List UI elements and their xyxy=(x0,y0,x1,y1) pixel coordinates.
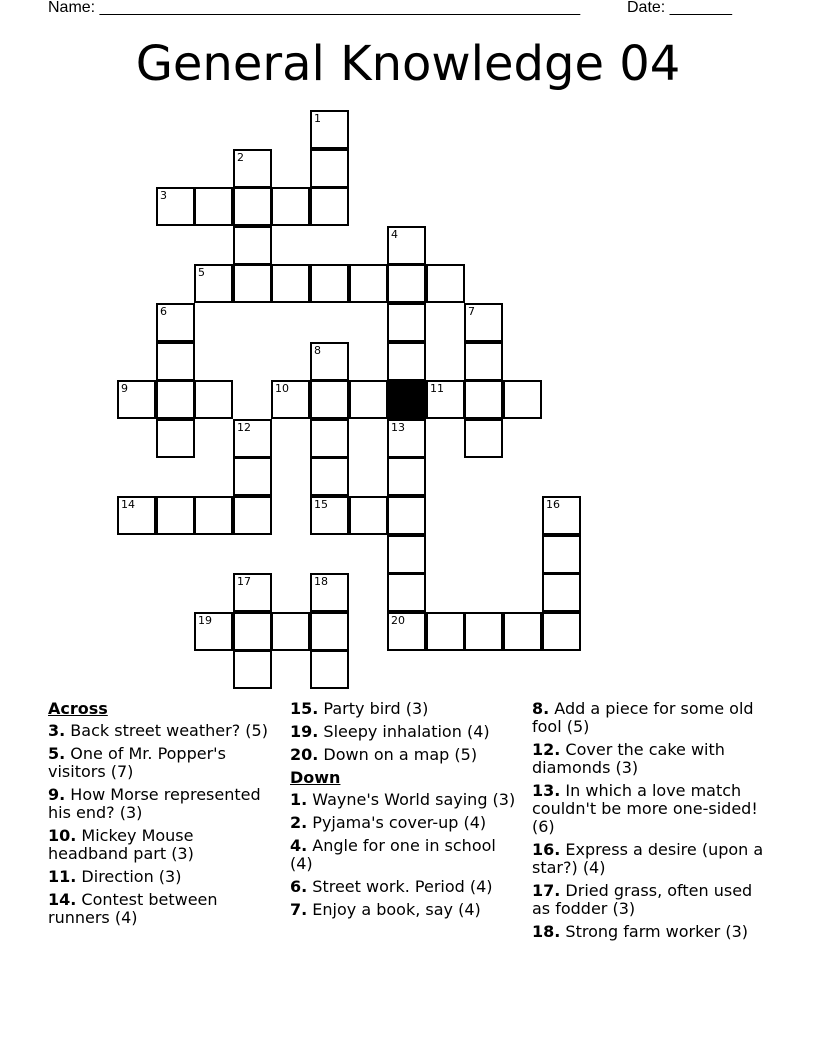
grid-cell[interactable] xyxy=(233,226,272,265)
grid-cell[interactable] xyxy=(233,264,272,303)
page-title: General Knowledge 04 xyxy=(135,36,681,92)
grid-cell[interactable] xyxy=(194,612,233,651)
grid-cell[interactable] xyxy=(233,573,272,612)
grid-cell[interactable] xyxy=(542,496,581,535)
clue-number: 19 xyxy=(198,614,212,627)
grid-cell[interactable] xyxy=(310,187,349,226)
grid-cell[interactable] xyxy=(233,650,272,689)
clue-item xyxy=(532,841,772,877)
grid-cell[interactable] xyxy=(387,264,426,303)
clue-item xyxy=(532,923,772,941)
clue-text: Down on a map (5) xyxy=(318,745,478,764)
clue-number: 12 xyxy=(237,421,251,434)
clue-number: 7 xyxy=(468,305,475,318)
clue-item xyxy=(290,700,520,718)
clue-text: Sleepy inhalation (4) xyxy=(318,722,490,741)
clue-number: 18 xyxy=(314,575,328,588)
grid-cell[interactable] xyxy=(156,187,195,226)
clue-text: Enjoy a book, say (4) xyxy=(307,900,481,919)
grid-cell[interactable] xyxy=(387,573,426,612)
clue-text: Street work. Period (4) xyxy=(307,877,493,896)
clue-number: 8 xyxy=(314,344,321,357)
clue-num: 6. xyxy=(290,877,308,896)
grid-cell[interactable] xyxy=(387,419,426,458)
clue-text: Party bird (3) xyxy=(318,699,429,718)
clue-number: 14 xyxy=(121,498,135,511)
clue-num: 18. xyxy=(532,922,561,941)
clue-num: 15. xyxy=(290,699,319,718)
clue-num: 10. xyxy=(48,826,77,845)
clue-item xyxy=(48,868,278,886)
grid-cell[interactable] xyxy=(271,264,310,303)
clue-num: 1. xyxy=(290,790,308,809)
clue-text: One of Mr. Popper's visitors (7) xyxy=(48,744,226,781)
clue-item xyxy=(290,791,520,809)
grid-cell[interactable] xyxy=(426,380,465,419)
clue-num: 13. xyxy=(532,781,561,800)
clue-item xyxy=(532,882,772,918)
grid-cell[interactable] xyxy=(233,496,272,535)
clue-number: 11 xyxy=(430,382,444,395)
grid-cell[interactable] xyxy=(542,535,581,574)
clue-num: 16. xyxy=(532,840,561,859)
grid-cell[interactable] xyxy=(387,226,426,265)
grid-cell[interactable] xyxy=(542,612,581,651)
grid-cell[interactable] xyxy=(310,650,349,689)
grid-cell[interactable] xyxy=(542,573,581,612)
clue-item xyxy=(290,878,520,896)
grid-cell[interactable] xyxy=(503,380,542,419)
clue-number: 13 xyxy=(391,421,405,434)
grid-cell[interactable] xyxy=(349,380,388,419)
grid-cell[interactable] xyxy=(233,187,272,226)
clue-text: Angle for one in school (4) xyxy=(290,836,496,873)
clue-num: 12. xyxy=(532,740,561,759)
clues-column-2 xyxy=(290,700,520,924)
grid-cell[interactable] xyxy=(156,496,195,535)
clue-item xyxy=(290,746,520,764)
grid-block-cell xyxy=(387,380,426,419)
grid-cell[interactable] xyxy=(387,457,426,496)
grid-cell[interactable] xyxy=(194,187,233,226)
clues-column-1 xyxy=(48,700,278,932)
clue-text: Back street weather? (5) xyxy=(65,721,268,740)
clue-text: How Morse represented his end? (3) xyxy=(48,785,261,822)
grid-cell[interactable] xyxy=(349,264,388,303)
grid-cell[interactable] xyxy=(156,419,195,458)
grid-cell[interactable] xyxy=(464,380,503,419)
clue-num: 4. xyxy=(290,836,308,855)
clue-item xyxy=(48,745,278,781)
grid-cell[interactable] xyxy=(156,342,195,381)
grid-cell[interactable] xyxy=(310,573,349,612)
clue-number: 4 xyxy=(391,228,398,241)
clue-number: 2 xyxy=(237,151,244,164)
clue-item xyxy=(532,741,772,777)
clue-item xyxy=(532,782,772,836)
across-heading: Across xyxy=(48,699,108,718)
grid-cell[interactable] xyxy=(271,380,310,419)
clue-number: 10 xyxy=(275,382,289,395)
grid-cell[interactable] xyxy=(387,496,426,535)
clue-number: 15 xyxy=(314,498,328,511)
clue-text: In which a love match couldn't be more one-sided! (6) xyxy=(532,781,758,836)
clue-text: Strong farm worker (3) xyxy=(560,922,748,941)
name-field[interactable]: Name: ______________________________________________________ xyxy=(48,0,581,16)
grid-cell[interactable] xyxy=(310,419,349,458)
clue-num: 11. xyxy=(48,867,77,886)
grid-cell[interactable] xyxy=(387,303,426,342)
grid-cell[interactable] xyxy=(426,264,465,303)
grid-cell[interactable] xyxy=(387,612,426,651)
clue-text: Mickey Mouse headband part (3) xyxy=(48,826,194,863)
clue-num: 7. xyxy=(290,900,308,919)
clue-num: 3. xyxy=(48,721,66,740)
clue-item xyxy=(48,786,278,822)
clue-number: 5 xyxy=(198,266,205,279)
clue-text: Cover the cake with diamonds (3) xyxy=(532,740,725,777)
clue-num: 5. xyxy=(48,744,66,763)
clue-text: Direction (3) xyxy=(76,867,182,886)
grid-cell[interactable] xyxy=(194,264,233,303)
clue-num: 8. xyxy=(532,699,550,718)
grid-cell[interactable] xyxy=(156,303,195,342)
grid-cell[interactable] xyxy=(233,419,272,458)
clue-num: 20. xyxy=(290,745,319,764)
clue-num: 14. xyxy=(48,890,77,909)
grid-cell[interactable] xyxy=(310,342,349,381)
down-heading: Down xyxy=(290,768,341,787)
grid-cell[interactable] xyxy=(310,264,349,303)
clue-text: Express a desire (upon a star?) (4) xyxy=(532,840,764,877)
clue-num: 19. xyxy=(290,722,319,741)
grid-cell[interactable] xyxy=(426,612,465,651)
clue-item xyxy=(290,837,520,873)
clue-text: Dried grass, often used as fodder (3) xyxy=(532,881,753,918)
clue-item xyxy=(290,814,520,832)
clue-num: 2. xyxy=(290,813,308,832)
clue-number: 6 xyxy=(160,305,167,318)
grid-cell[interactable] xyxy=(310,457,349,496)
grid-cell[interactable] xyxy=(387,535,426,574)
clue-number: 1 xyxy=(314,112,321,125)
clue-number: 17 xyxy=(237,575,251,588)
date-field[interactable]: Date: _______ xyxy=(627,0,732,16)
grid-cell[interactable] xyxy=(464,303,503,342)
grid-cell[interactable] xyxy=(233,149,272,188)
grid-cell[interactable] xyxy=(117,380,156,419)
clue-num: 9. xyxy=(48,785,66,804)
grid-cell[interactable] xyxy=(194,496,233,535)
clue-item xyxy=(48,722,278,740)
grid-cell[interactable] xyxy=(233,612,272,651)
grid-cell[interactable] xyxy=(117,496,156,535)
clue-item xyxy=(48,891,278,927)
grid-cell[interactable] xyxy=(310,110,349,149)
grid-cell[interactable] xyxy=(503,612,542,651)
grid-cell[interactable] xyxy=(349,496,388,535)
grid-cell[interactable] xyxy=(464,342,503,381)
grid-cell[interactable] xyxy=(310,612,349,651)
grid-cell[interactable] xyxy=(271,612,310,651)
grid-cell[interactable] xyxy=(464,419,503,458)
grid-cell[interactable] xyxy=(271,187,310,226)
clue-item xyxy=(532,700,772,736)
grid-cell[interactable] xyxy=(464,612,503,651)
grid-cell[interactable] xyxy=(310,496,349,535)
clue-num: 17. xyxy=(532,881,561,900)
clue-number: 20 xyxy=(391,614,405,627)
clue-text: Pyjama's cover-up (4) xyxy=(307,813,487,832)
grid-cell[interactable] xyxy=(233,457,272,496)
grid-cell[interactable] xyxy=(156,380,195,419)
clue-item xyxy=(290,723,520,741)
clue-number: 3 xyxy=(160,189,167,202)
clue-number: 9 xyxy=(121,382,128,395)
grid-cell[interactable] xyxy=(310,380,349,419)
grid-cell[interactable] xyxy=(387,342,426,381)
clues-column-3 xyxy=(532,700,772,946)
clue-text: Wayne's World saying (3) xyxy=(307,790,516,809)
grid-cell[interactable] xyxy=(310,149,349,188)
clue-text: Contest between runners (4) xyxy=(48,890,218,927)
grid-cell[interactable] xyxy=(194,380,233,419)
clue-number: 16 xyxy=(546,498,560,511)
clue-item xyxy=(48,827,278,863)
clue-text: Add a piece for some old fool (5) xyxy=(532,699,754,736)
clue-item xyxy=(290,901,520,919)
